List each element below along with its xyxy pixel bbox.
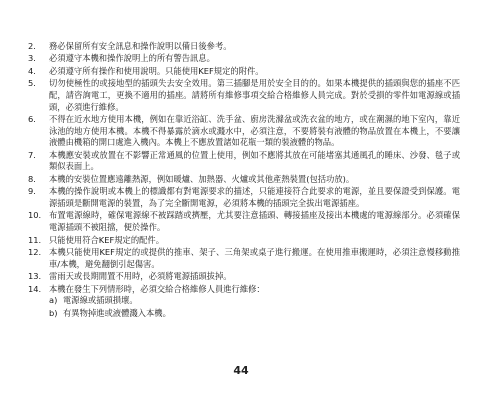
sub-list-item	[49, 308, 460, 320]
item-text: 必須遵守所有操作和使用說明。只能使用KEF規定的附件。	[49, 65, 264, 76]
list-item	[28, 150, 460, 173]
list-item	[28, 247, 460, 270]
item-text: 本機只能使用KEF規定的或提供的推車、架子、三角架或桌子進行搬運。在使用推車搬運時，必須注意慢移動推車/本機，避免翻倒引起傷害。	[49, 247, 460, 269]
list-item	[28, 114, 460, 149]
item-number: 14.	[28, 283, 42, 294]
list-item	[28, 235, 460, 247]
item-number: 12.	[28, 247, 42, 257]
item-number: 6.	[28, 114, 36, 125]
item-text: 本機的安裝位置應遠離熱源，例如暖爐、加熱器、火爐或其他產熱裝置(包括功放)。	[49, 173, 355, 184]
list-item	[28, 66, 460, 78]
item-number: 7.	[28, 149, 36, 160]
item-text: 務必保留所有安全訊息和操作說明以備日後參考。	[49, 41, 232, 51]
item-number: 8.	[28, 173, 36, 184]
item-text: 雷雨天或長期閒置不用時，必須將電源插頭拔掉。	[49, 271, 232, 282]
safety-instructions-list	[28, 41, 460, 320]
item-number: 10.	[28, 210, 42, 221]
item-number: 2.	[28, 41, 36, 51]
item-number: 5.	[28, 78, 36, 89]
list-item	[28, 284, 460, 320]
list-item	[28, 53, 460, 65]
list-item	[28, 78, 460, 113]
item-text: 本機應安裝或放置在不影響正常通風的位置上使用，例如不應將其放在可能堵塞其通風孔的睡床、沙發、毯子或類似表面上。	[49, 149, 460, 172]
sub-list-item	[49, 295, 460, 307]
sub-item-marker: b)	[49, 307, 58, 318]
sub-item-marker: a)	[49, 295, 58, 306]
sub-list	[49, 295, 460, 319]
item-number: 9.	[28, 186, 36, 197]
item-number: 11.	[28, 234, 42, 245]
item-text: 只能使用符合KEF規定的配件。	[49, 234, 165, 245]
page-number: 44	[233, 364, 249, 377]
item-text: 切勿使極性的或接地型的插頭失去安全效用。第三插腳是用於安全目的的。如果本機提供的插頭與您的插座不匹配，請咨詢電工，更換不適用的插座。請將所有維修事項交給合格維修人員完成。對於受損的零件如電源線或插頭，必須進行維修。	[49, 78, 460, 112]
sub-item-text: 有異物掉進或液體濺入本機。	[63, 307, 171, 318]
item-number: 13.	[28, 271, 42, 282]
item-text: 必須遵守本機和操作說明上的所有警告訊息。	[49, 53, 215, 64]
item-text: 本機的操作說明或本機上的標識都有對電源要求的描述，只能連接符合此要求的電源，並且要保證受到保護。電源插頭是斷開電源的裝置，為了完全斷開電源，必須將本機的插頭完全拔出電源插座。	[49, 186, 460, 208]
list-item	[28, 271, 460, 283]
item-number: 4.	[28, 65, 36, 76]
item-number: 3.	[28, 53, 36, 64]
list-item	[28, 210, 460, 233]
list-item	[28, 41, 460, 53]
list-item	[28, 174, 460, 186]
item-text: 布置電源線時，確保電源線不被踩踏或擠壓，尤其要注意插頭、轉接插座及接出本機處的電源線部分。必須確保電源插頭不被阻擋，便於操作。	[49, 210, 460, 233]
sub-item-text: 電源線或插頭損壞。	[63, 295, 138, 306]
item-text: 不得在近水地方使用本機，例如在靠近浴缸、洗手盆、廚房洗滌盆或洗衣盆的地方，或在潮濕的地下室內，靠近泳池的地方使用本機。本機不得暴露於滴水或濺水中，必須注意，不要將裝有液體的物品放置在本機上，不要讓液體由機箱的開口處進入機內。本機上不應放置諸如花瓶一類的裝液體的物品。	[49, 114, 460, 148]
list-item	[28, 186, 460, 209]
item-text: 本機在發生下列情形時，必須交給合格維修人員進行維修：	[49, 283, 265, 294]
